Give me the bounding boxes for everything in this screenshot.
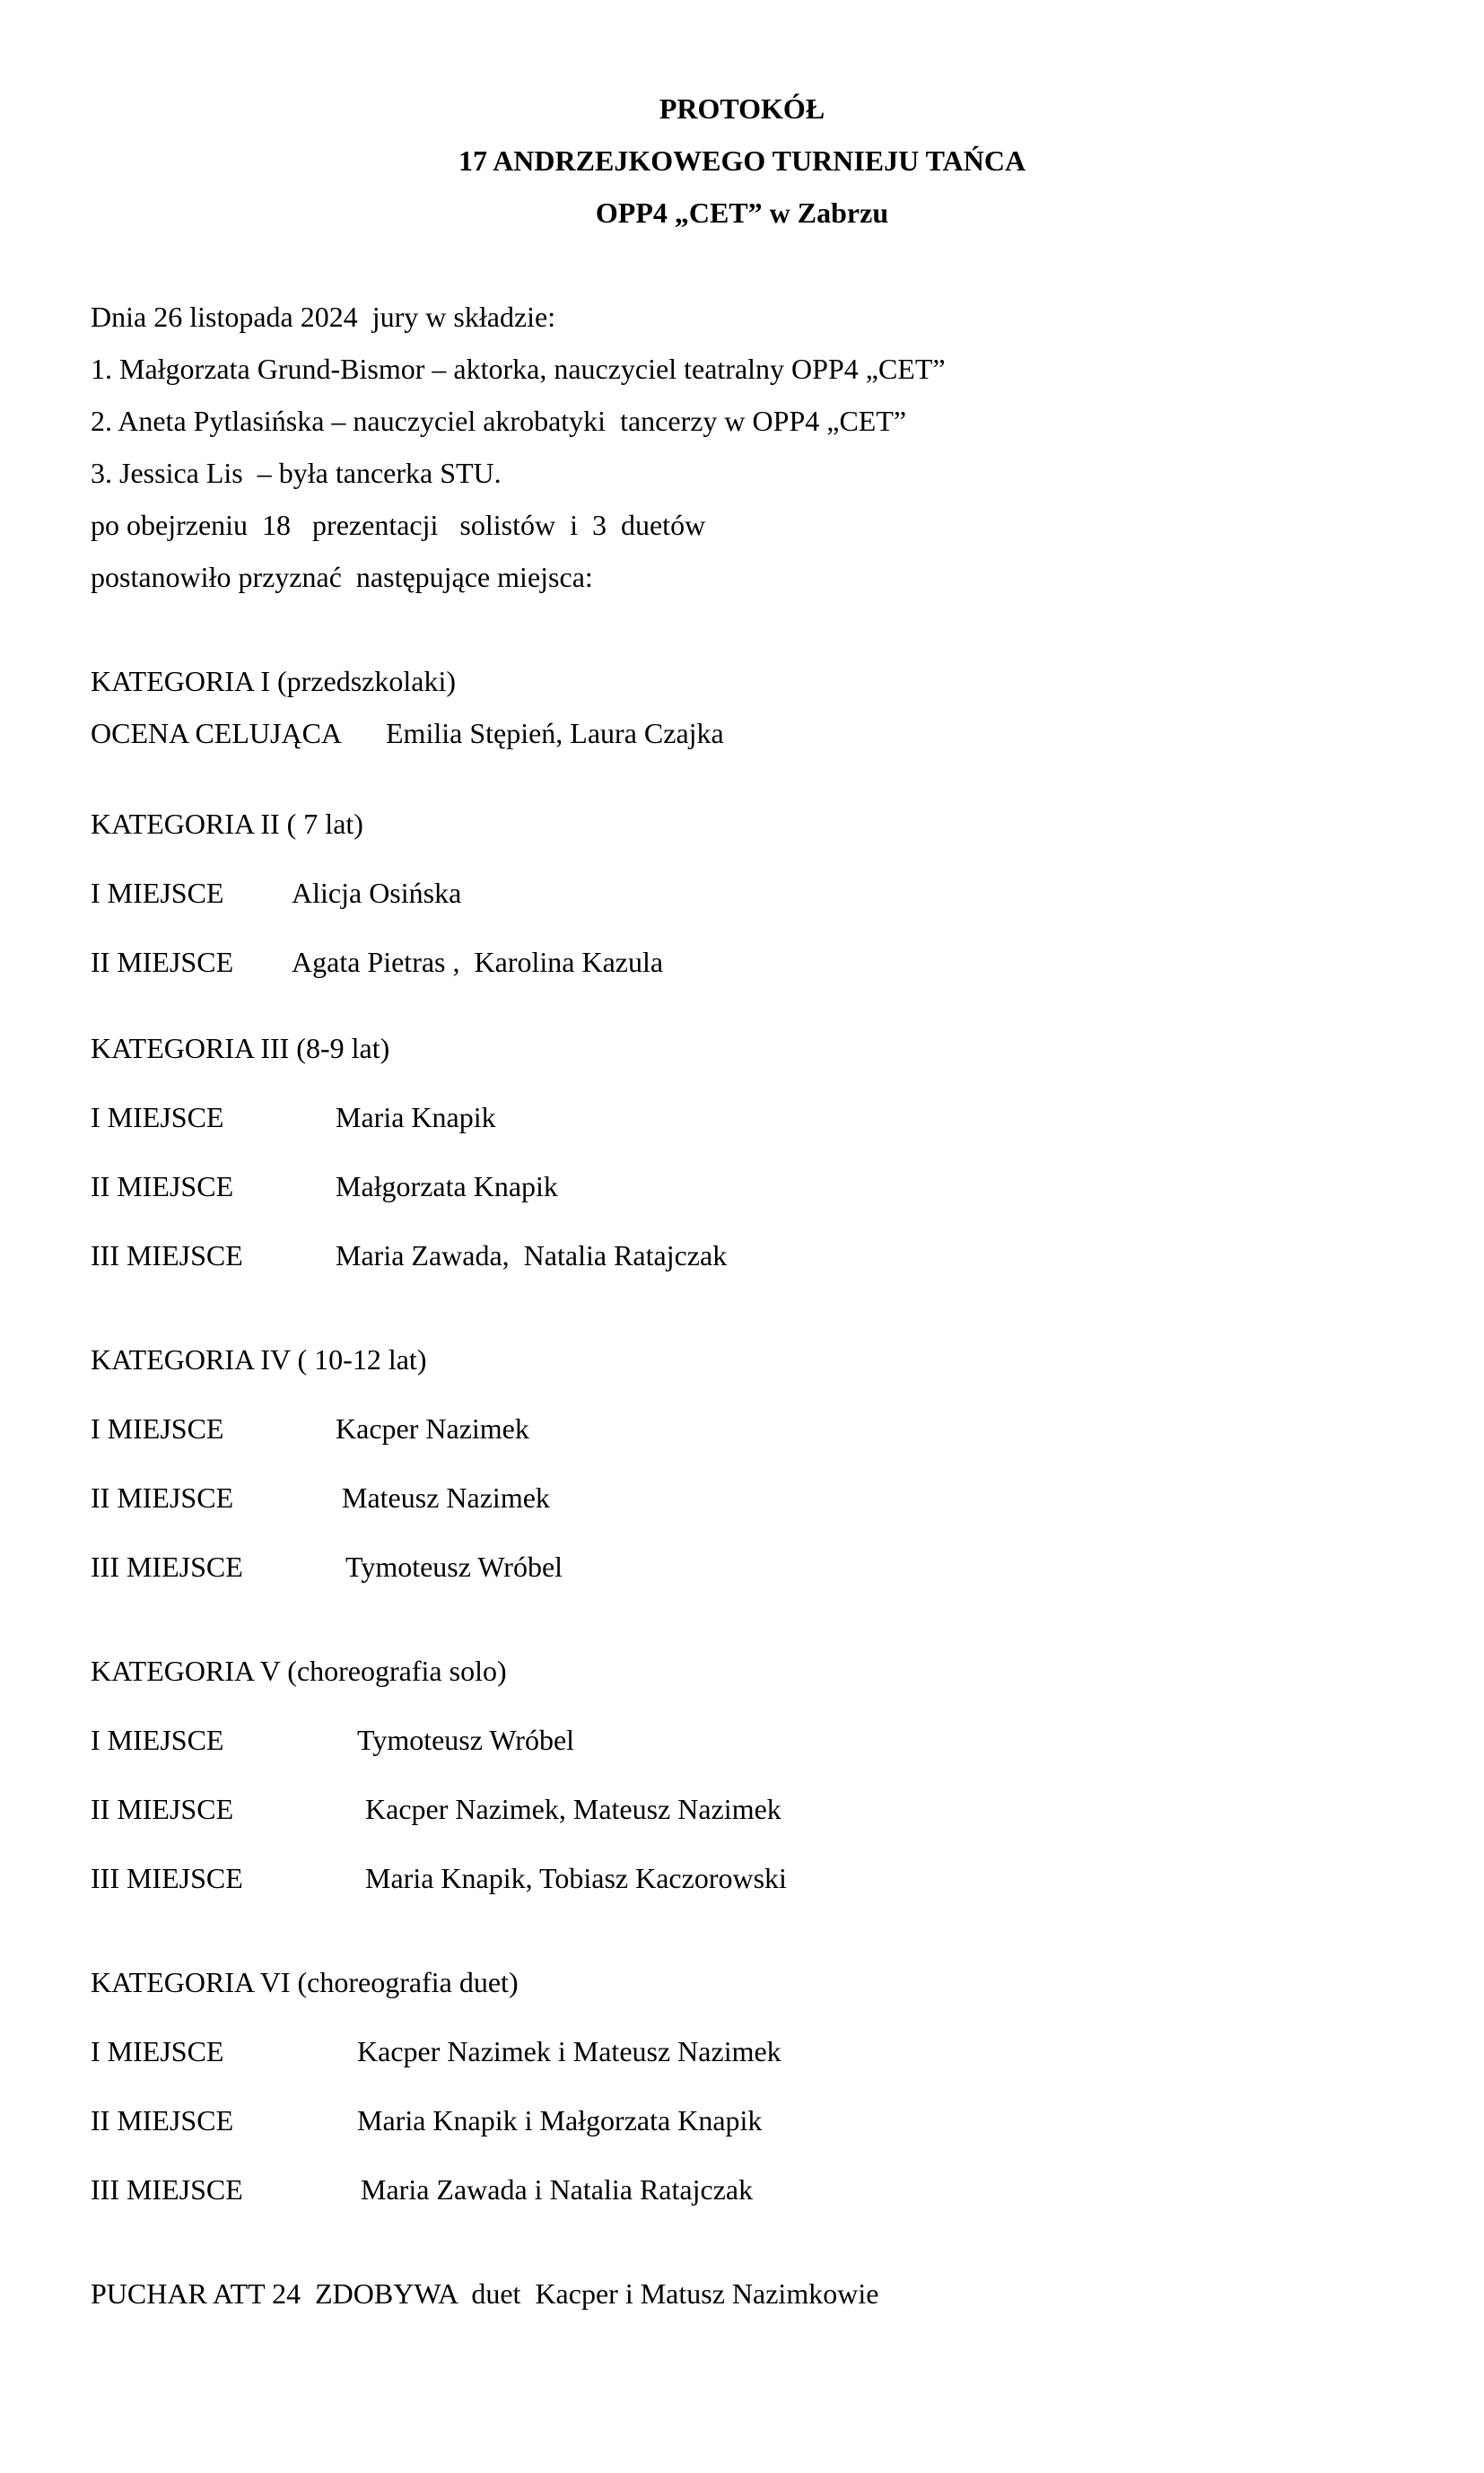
place-names: Kacper Nazimek, Mateusz Nazimek — [365, 1793, 781, 1825]
category-title: KATEGORIA III (8-9 lat) — [91, 1032, 390, 1064]
category-title: KATEGORIA VI (choreografia duet) — [91, 1966, 519, 1998]
category-title: KATEGORIA I (przedszkolaki) — [91, 665, 456, 697]
jury-member-2: 2. Aneta Pytlasińska – nauczyciel akrobatyki tancerzy w OPP4 „CET” — [91, 405, 907, 437]
place-label: II MIEJSCE — [91, 946, 234, 978]
place-names: Maria Knapik — [336, 1101, 496, 1133]
place-label: I MIEJSCE — [91, 877, 224, 909]
document-title: PROTOKÓŁ — [659, 92, 825, 125]
place-names: Maria Zawada, Natalia Ratajczak — [336, 1239, 728, 1271]
trophy-line: PUCHAR ATT 24 ZDOBYWA duet Kacper i Matusz Nazimkowie — [91, 2277, 879, 2310]
place-names: Tymoteusz Wróbel — [345, 1551, 563, 1583]
place-label: III MIEJSCE — [91, 2173, 243, 2206]
place-label: II MIEJSCE — [91, 1481, 234, 1514]
category-title: KATEGORIA V (choreografia solo) — [91, 1655, 507, 1687]
place-names: Mateusz Nazimek — [342, 1481, 550, 1514]
place-names: Małgorzata Knapik — [336, 1170, 558, 1202]
place-names: Maria Knapik i Małgorzata Knapik — [357, 2104, 763, 2137]
place-label: III MIEJSCE — [91, 1551, 243, 1583]
place-names: Kacper Nazimek — [336, 1412, 529, 1445]
jury-member-1: 1. Małgorzata Grund-Bismor – aktorka, nauczyciel teatralny OPP4 „CET” — [91, 353, 946, 385]
jury-member-3: 3. Jessica Lis – była tancerka STU. — [91, 457, 502, 489]
place-label: II MIEJSCE — [91, 1170, 234, 1202]
organizer-name: OPP4 „CET” w Zabrzu — [595, 197, 889, 229]
decision-line: postanowiło przyznać następujące miejsca: — [91, 561, 593, 593]
place-label: I MIEJSCE — [91, 1412, 224, 1445]
date-line: Dnia 26 listopada 2024 jury w składzie: — [91, 301, 556, 333]
place-names: Maria Knapik, Tobiasz Kaczorowski — [365, 1862, 787, 1894]
viewing-line: po obejrzeniu 18 prezentacji solistów i 3 duetów — [91, 509, 706, 541]
category-title: KATEGORIA IV ( 10-12 lat) — [91, 1343, 427, 1376]
place-names: Maria Zawada i Natalia Ratajczak — [361, 2173, 754, 2206]
place-names: Tymoteusz Wróbel — [357, 1724, 575, 1756]
place-label: II MIEJSCE — [91, 2104, 234, 2137]
place-label: III MIEJSCE — [91, 1862, 243, 1894]
place-label: OCENA CELUJĄCA — [91, 717, 343, 749]
place-label: I MIEJSCE — [91, 1724, 224, 1756]
place-label: II MIEJSCE — [91, 1793, 234, 1825]
place-label: I MIEJSCE — [91, 2035, 224, 2067]
place-names: Alicja Osińska — [292, 877, 462, 909]
place-label: III MIEJSCE — [91, 1239, 243, 1271]
tournament-name: 17 ANDRZEJKOWEGO TURNIEJU TAŃCA — [458, 144, 1026, 177]
place-names: Kacper Nazimek i Mateusz Nazimek — [357, 2035, 781, 2067]
place-names: Emilia Stępień, Laura Czajka — [386, 717, 724, 749]
category-title: KATEGORIA II ( 7 lat) — [91, 808, 363, 840]
place-names: Agata Pietras , Karolina Kazula — [292, 946, 664, 978]
place-label: I MIEJSCE — [91, 1101, 224, 1133]
